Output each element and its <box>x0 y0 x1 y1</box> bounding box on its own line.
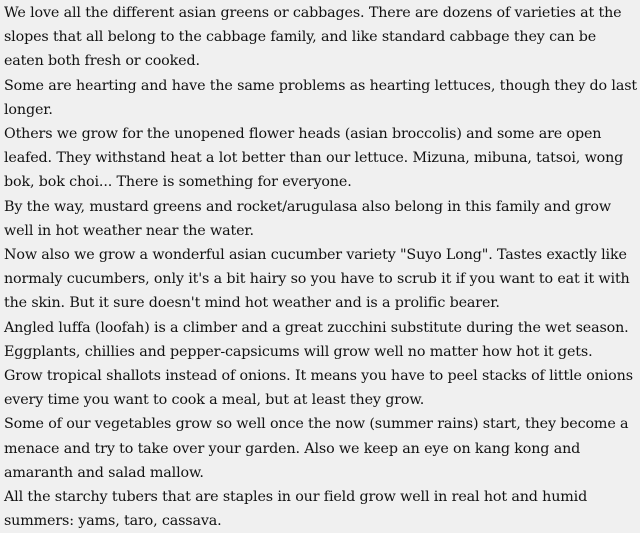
paragraph-luffa: Angled luffa (loofah) is a climber and a great zucchini substitute during the wet season. <box>4 319 629 336</box>
paragraph-mustard-greens: By the way, mustard greens and rocket/arugulasa also belong in this family and grow well in hot weather near the water. <box>4 198 611 239</box>
paragraph-flower-heads: Others we grow for the unopened flower heads (asian broccolis) and some are open leafed. They withstand heat a lot better than our lettuce. Mizuna, mibuna, tatsoi, wong bok, bok choi... There is something for everyone. <box>4 126 624 191</box>
paragraph-hearting: Some are hearting and have the same problems as hearting lettuces, though they do last longer. <box>4 77 637 118</box>
article-body <box>4 1 638 533</box>
paragraph-asian-greens: We love all the different asian greens or cabbages. There are dozens of varieties at the slopes that all belong to the cabbage family, and like standard cabbage they can be eaten both fresh or cooked. <box>4 5 622 70</box>
paragraph-eggplants: Eggplants, chillies and pepper-capsicums will grow well no matter how hot it gets. <box>4 343 593 360</box>
paragraph-cucumber: Now also we grow a wonderful asian cucumber variety "Suyo Long". Tastes exactly like normaly cucumbers, only it's a bit hairy so you have to scrub it if you want to eat it with the skin. But it sure doesn't mind hot weather and is a prolific bearer. <box>4 247 630 312</box>
paragraph-summer-rains: Some of our vegetables grow so well once the now (summer rains) start, they become a menace and try to take over your garden. Also we keep an eye on kang kong and amaranth and salad mallow. <box>4 416 629 481</box>
paragraph-tubers: All the starchy tubers that are staples in our field grow well in real hot and humid summers: yams, taro, cassava. <box>4 489 588 530</box>
paragraph-shallots: Grow tropical shallots instead of onions. It means you have to peel stacks of little onions every time you want to cook a meal, but at least they grow. <box>4 368 633 409</box>
